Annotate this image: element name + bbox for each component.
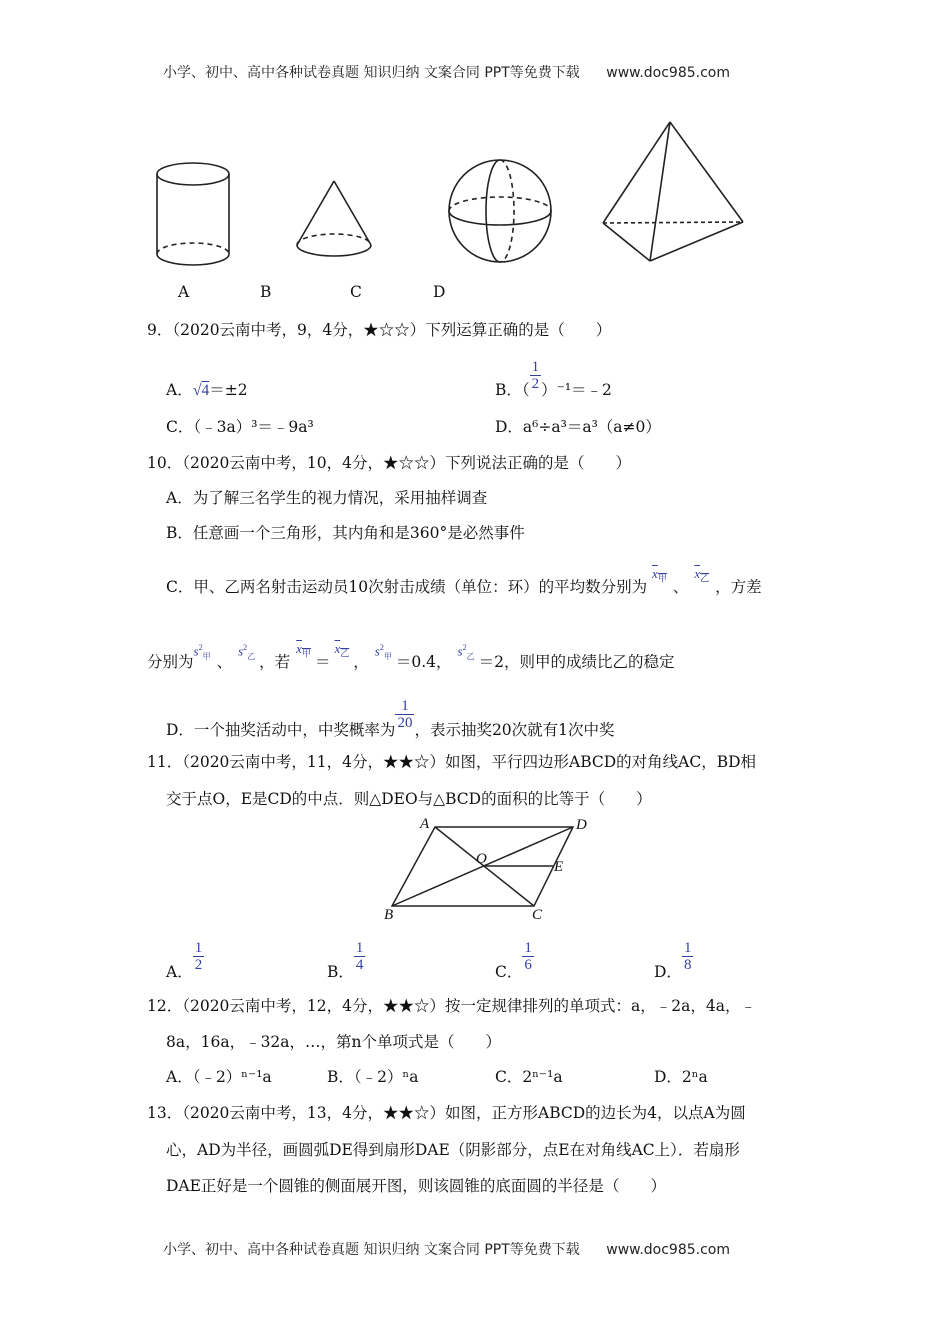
q9-b-num: 1: [531, 358, 540, 375]
q10-option-d: [166, 688, 615, 740]
footer-url: www.doc985.com: [606, 1242, 730, 1258]
q10-option-c-line1: [166, 566, 762, 599]
q13-line1: 13．（2020云南中考，13，4分，★★☆）如图，正方形ABCD的边长为4，以点A为圆: [147, 1104, 746, 1122]
q11-d-fraction: $\frac{1}{8}$: [683, 939, 692, 973]
q11-a-fraction: $\frac{1}{2}$: [194, 939, 203, 973]
page-footer: [163, 1239, 730, 1259]
s2-jia-1: $s^2_甲$: [193, 642, 211, 661]
q10-c1-end: ，方差: [715, 578, 762, 596]
s2-yi-2: $s^2_乙$: [457, 642, 475, 661]
q12-option-b: B．（﹣2）ⁿa: [327, 1068, 419, 1086]
q11-option-c: C． $\frac{1}{6}$: [495, 939, 532, 981]
s2-yi-1: $s^2_乙$: [238, 642, 256, 661]
parallelogram-figure: [380, 812, 590, 924]
q12-line2: 8a，16a，﹣32a，…，第n个单项式是（ ）: [166, 1033, 502, 1051]
q11-option-d: D． $\frac{1}{8}$: [654, 939, 692, 981]
q9-option-b: [495, 350, 612, 400]
s2-jia-2: $s^2_甲$: [374, 642, 392, 661]
solid-label-d: D: [433, 283, 446, 301]
label-e: E: [554, 859, 564, 875]
cone-figure: [297, 181, 371, 256]
q13-line2: 心，AD为半径，画圆弧DE得到扇形DAE（阴影部分，点E在对角线AC上）．若扇形: [166, 1141, 740, 1159]
q10-d-fraction: $\frac{1}{20}$: [397, 697, 413, 731]
q11-line1: 11．（2020云南中考，11，4分，★★☆）如图，平行四边形ABCD的对角线AC，BD相: [147, 753, 757, 771]
q10-c2-eq: ＝: [314, 653, 331, 671]
q10-c2-v1: ＝0.4，: [395, 653, 452, 671]
q11-option-b: B． $\frac{1}{4}$: [327, 939, 364, 981]
q9-b-label: B．（: [495, 381, 530, 399]
page-header: [163, 62, 730, 82]
q9-a-radicand: 4: [201, 382, 210, 399]
header-url: www.doc985.com: [606, 65, 730, 81]
xbar-jia-1: $x_甲$: [652, 566, 667, 584]
q10-option-b: B．任意画一个三角形，其内角和是360°是必然事件: [166, 524, 525, 542]
q10-c2-sep: 、: [216, 653, 233, 671]
q13-line3: DAE正好是一个圆锥的侧面展开图，则该圆锥的底面圆的半径是（ ）: [166, 1177, 666, 1195]
q9-a-tail: ＝±2: [209, 381, 248, 399]
q12-option-d: D．2ⁿa: [654, 1068, 708, 1086]
q10-c1-mid: 、: [672, 578, 689, 596]
label-b: B: [384, 907, 394, 923]
q10-c2-start: 分别为: [147, 653, 194, 671]
q12-line1: 12．（2020云南中考，12，4分，★★☆）按一定规律排列的单项式：a，﹣2a，4a，﹣: [147, 997, 756, 1015]
q11-option-a: A． $\frac{1}{2}$: [166, 939, 203, 981]
cylinder-figure: [157, 163, 229, 265]
q11-line2: 交于点O，E是CD的中点．则△DEO与△BCD的面积的比等于（ ）: [166, 790, 652, 808]
xbar-yi-1: $x_乙$: [694, 566, 710, 584]
solid-label-b: B: [260, 283, 272, 301]
xbar-jia-2: $x_甲$: [296, 641, 311, 659]
q9-b-fraction: [530, 359, 542, 392]
q9-option-d: D．a⁶÷a³＝a³（a≠0）: [495, 418, 661, 436]
label-d: D: [576, 817, 587, 833]
q10-option-a: A．为了解三名学生的视力情况，采用抽样调查: [166, 489, 488, 507]
q11-c-fraction: $\frac{1}{6}$: [524, 939, 532, 973]
sphere-figure: [449, 160, 551, 262]
label-o: O: [476, 851, 487, 867]
q11-b-fraction: $\frac{1}{4}$: [355, 939, 364, 973]
xbar-yi-2: $x_乙$: [334, 641, 350, 659]
label-a: A: [420, 816, 430, 832]
q9-a-label: A．: [166, 381, 193, 399]
sqrt-icon: √: [192, 382, 202, 399]
q12-option-a: A．（﹣2）ⁿ⁻¹a: [166, 1068, 272, 1086]
solid-label-a: A: [178, 283, 190, 301]
pyramid-figure: [603, 122, 743, 261]
solid-label-c: C: [350, 283, 362, 301]
q10-c2-if: ，若: [259, 653, 291, 671]
q10-option-c-line2: [147, 641, 675, 674]
q9-b-tail: ）⁻¹＝﹣2: [541, 381, 612, 399]
q10-d1: D．一个抽奖活动中，中奖概率为: [166, 721, 396, 739]
q10-c2-comma: ，: [353, 653, 369, 671]
q9-option-c: C．（﹣3a）³＝﹣9a³: [166, 418, 314, 436]
q10-d2: ，表示抽奖20次就有1次中奖: [414, 721, 615, 739]
q10-c1-text: C．甲、乙两名射击运动员10次射击成绩（单位：环）的平均数分别为: [166, 578, 648, 596]
q10-stem: 10．（2020云南中考，10，4分，★☆☆）下列说法正确的是（ ）: [147, 454, 632, 472]
label-c: C: [532, 907, 543, 923]
solid-figures: [140, 115, 760, 275]
q9-stem: 9．（2020云南中考，9，4分，★☆☆）下列运算正确的是（ ）: [147, 321, 612, 339]
q12-option-c: C．2ⁿ⁻¹a: [495, 1068, 563, 1086]
header-text: 小学、初中、高中各种试卷真题 知识归纳 文案合同 PPT等免费下载: [163, 65, 580, 81]
q9-b-den: 2: [531, 375, 540, 392]
footer-text: 小学、初中、高中各种试卷真题 知识归纳 文案合同 PPT等免费下载: [163, 1242, 580, 1258]
q9-option-a: [166, 378, 248, 400]
q10-c2-v2: ＝2，则甲的成绩比乙的稳定: [478, 653, 675, 671]
